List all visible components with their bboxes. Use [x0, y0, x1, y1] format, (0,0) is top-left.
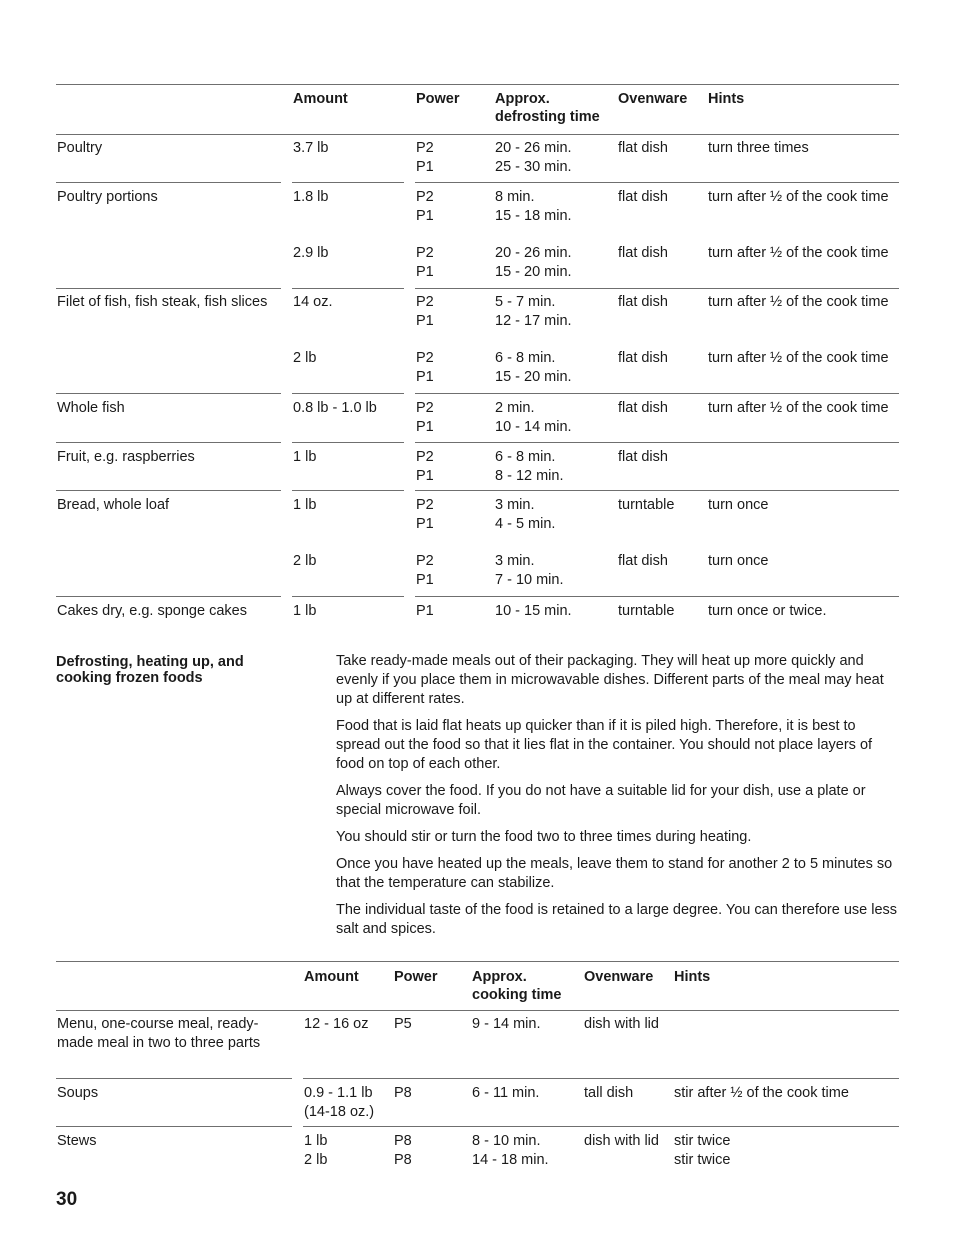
- power: P1: [416, 603, 434, 619]
- food-name: Whole fish: [57, 400, 125, 416]
- food-name: Stews: [57, 1133, 97, 1149]
- power: P2: [416, 140, 434, 156]
- header-hints: Hints: [674, 969, 711, 985]
- food-name: Menu, one-course meal, ready-made meal in two to three parts: [57, 1016, 261, 1051]
- power: P1: [416, 368, 434, 385]
- paragraph: You should stir or turn the food two to three times during heating.: [336, 829, 752, 845]
- ovenware: turntable: [618, 497, 675, 513]
- ovenware: tall dish: [584, 1085, 634, 1101]
- time: 8 min.: [495, 189, 535, 205]
- power: P1: [416, 571, 434, 588]
- power: P1: [416, 418, 434, 435]
- power: P2: [416, 553, 434, 569]
- time: 12 - 17 min.: [495, 312, 572, 329]
- amount: 2 lb: [304, 1151, 328, 1168]
- power: P2: [416, 350, 434, 366]
- header-power: Power: [416, 91, 460, 107]
- food-name: Cakes dry, e.g. sponge cakes: [57, 603, 247, 619]
- amount: 1 lb: [304, 1133, 328, 1149]
- hints: turn after ½ of the cook time: [708, 350, 889, 366]
- amount: 12 - 16 oz: [304, 1016, 369, 1032]
- hints: turn once or twice.: [708, 603, 827, 619]
- time: 3 min.: [495, 553, 535, 569]
- paragraph: Always cover the food. If you do not have a suitable lid for your dish, use a plate or special microwave foil.: [336, 783, 866, 818]
- amount: 2 lb: [293, 553, 317, 569]
- power: P2: [416, 294, 434, 310]
- power: P1: [416, 467, 434, 484]
- header-time: Approx. cooking time: [472, 969, 562, 1003]
- power: P1: [416, 158, 434, 175]
- header-rule: [56, 134, 899, 135]
- header-amount: Amount: [304, 969, 359, 985]
- section-title-line: Defrosting, heating up, and: [56, 654, 244, 670]
- paragraph: Once you have heated up the meals, leave them to stand for another 2 to 5 minutes so that the temperature can stabilize.: [336, 856, 893, 891]
- hints: turn after ½ of the cook time: [708, 189, 889, 205]
- time: 15 - 18 min.: [495, 207, 572, 224]
- section-title-line: cooking frozen foods: [56, 670, 203, 686]
- time: 4 - 5 min.: [495, 515, 556, 532]
- ovenware: turntable: [618, 603, 675, 619]
- power: P8: [394, 1085, 412, 1101]
- power: P2: [416, 400, 434, 416]
- time: 15 - 20 min.: [495, 263, 572, 280]
- hints: turn once: [708, 553, 769, 569]
- paragraph: Food that is laid flat heats up quicker than if it is piled high. Therefore, it is best to spread out the food so that it lies flat in the container. You should not place layers of food on top of each other.: [336, 718, 873, 772]
- amount: 1 lb: [293, 497, 317, 513]
- food-name: Soups: [57, 1085, 99, 1101]
- time: 3 min.: [495, 497, 535, 513]
- time: 2 min.: [495, 400, 535, 416]
- ovenware: flat dish: [618, 553, 668, 569]
- header-ovenware: Ovenware: [618, 91, 688, 107]
- amount: 2.9 lb: [293, 245, 329, 261]
- section-body: [336, 652, 898, 947]
- power: P2: [416, 189, 434, 205]
- power: P1: [416, 207, 434, 224]
- ovenware: flat dish: [618, 350, 668, 366]
- time: 6 - 8 min.: [495, 350, 556, 366]
- paragraph: The individual taste of the food is retained to a large degree. You can therefore use less salt and spices.: [336, 902, 898, 937]
- hints: turn after ½ of the cook time: [708, 294, 889, 310]
- time: 8 - 12 min.: [495, 467, 564, 484]
- food-name: Poultry portions: [57, 189, 158, 205]
- ovenware: flat dish: [618, 449, 668, 465]
- power: P1: [416, 312, 434, 329]
- ovenware: flat dish: [618, 245, 668, 261]
- ovenware: dish with lid: [584, 1016, 659, 1032]
- power: P8: [394, 1151, 412, 1168]
- header-rule: [56, 1010, 899, 1011]
- time: 20 - 26 min.: [495, 140, 572, 156]
- ovenware: dish with lid: [584, 1133, 659, 1149]
- ovenware: flat dish: [618, 400, 668, 416]
- time: 6 - 8 min.: [495, 449, 556, 465]
- amount: (14-18 oz.): [304, 1103, 375, 1120]
- power: P8: [394, 1133, 412, 1149]
- hints: stir twice: [674, 1151, 731, 1168]
- paragraph: Take ready-made meals out of their packaging. They will heat up more quickly and evenly if you place them in microwavable dishes. Different parts of the meal may heat up at different rates.: [336, 653, 884, 707]
- power: P2: [416, 449, 434, 465]
- food-name: Poultry: [57, 140, 103, 156]
- time: 14 - 18 min.: [472, 1151, 549, 1168]
- section-title: [56, 654, 306, 686]
- header-amount: Amount: [293, 91, 348, 107]
- power: P5: [394, 1016, 412, 1032]
- time: 9 - 14 min.: [472, 1016, 541, 1032]
- hints: turn after ½ of the cook time: [708, 245, 889, 261]
- page-number: 30: [56, 1189, 78, 1210]
- header-ovenware: Ovenware: [584, 969, 654, 985]
- amount: 2 lb: [293, 350, 317, 366]
- power: P2: [416, 497, 434, 513]
- hints: stir twice: [674, 1133, 731, 1149]
- amount: 0.8 lb - 1.0 lb: [293, 400, 377, 416]
- power: P1: [416, 515, 434, 532]
- ovenware: flat dish: [618, 189, 668, 205]
- amount: 14 oz.: [293, 294, 333, 310]
- amount: 1 lb: [293, 603, 317, 619]
- header-power: Power: [394, 969, 438, 985]
- time: 25 - 30 min.: [495, 158, 572, 175]
- amount: 0.9 - 1.1 lb: [304, 1085, 373, 1101]
- table-top-rule: [56, 84, 899, 85]
- power: P1: [416, 263, 434, 280]
- hints: stir after ½ of the cook time: [674, 1085, 849, 1101]
- time: 10 - 15 min.: [495, 603, 572, 619]
- time: 8 - 10 min.: [472, 1133, 541, 1149]
- header-time: Approx. defrosting time: [495, 91, 600, 125]
- time: 7 - 10 min.: [495, 571, 564, 588]
- time: 15 - 20 min.: [495, 368, 572, 385]
- food-name: Filet of fish, fish steak, fish slices: [57, 294, 268, 310]
- time: 6 - 11 min.: [472, 1085, 540, 1101]
- time: 10 - 14 min.: [495, 418, 572, 435]
- amount: 1 lb: [293, 449, 317, 465]
- power: P2: [416, 245, 434, 261]
- food-name: Bread, whole loaf: [57, 497, 170, 513]
- table-top-rule: [56, 961, 899, 962]
- food-name: Fruit, e.g. raspberries: [57, 449, 195, 465]
- hints: turn after ½ of the cook time: [708, 400, 889, 416]
- header-hints: Hints: [708, 91, 745, 107]
- time: 20 - 26 min.: [495, 245, 572, 261]
- time: 5 - 7 min.: [495, 294, 556, 310]
- ovenware: flat dish: [618, 140, 668, 156]
- ovenware: flat dish: [618, 294, 668, 310]
- hints: turn once: [708, 497, 769, 513]
- amount: 3.7 lb: [293, 140, 329, 156]
- hints: turn three times: [708, 140, 809, 156]
- amount: 1.8 lb: [293, 189, 329, 205]
